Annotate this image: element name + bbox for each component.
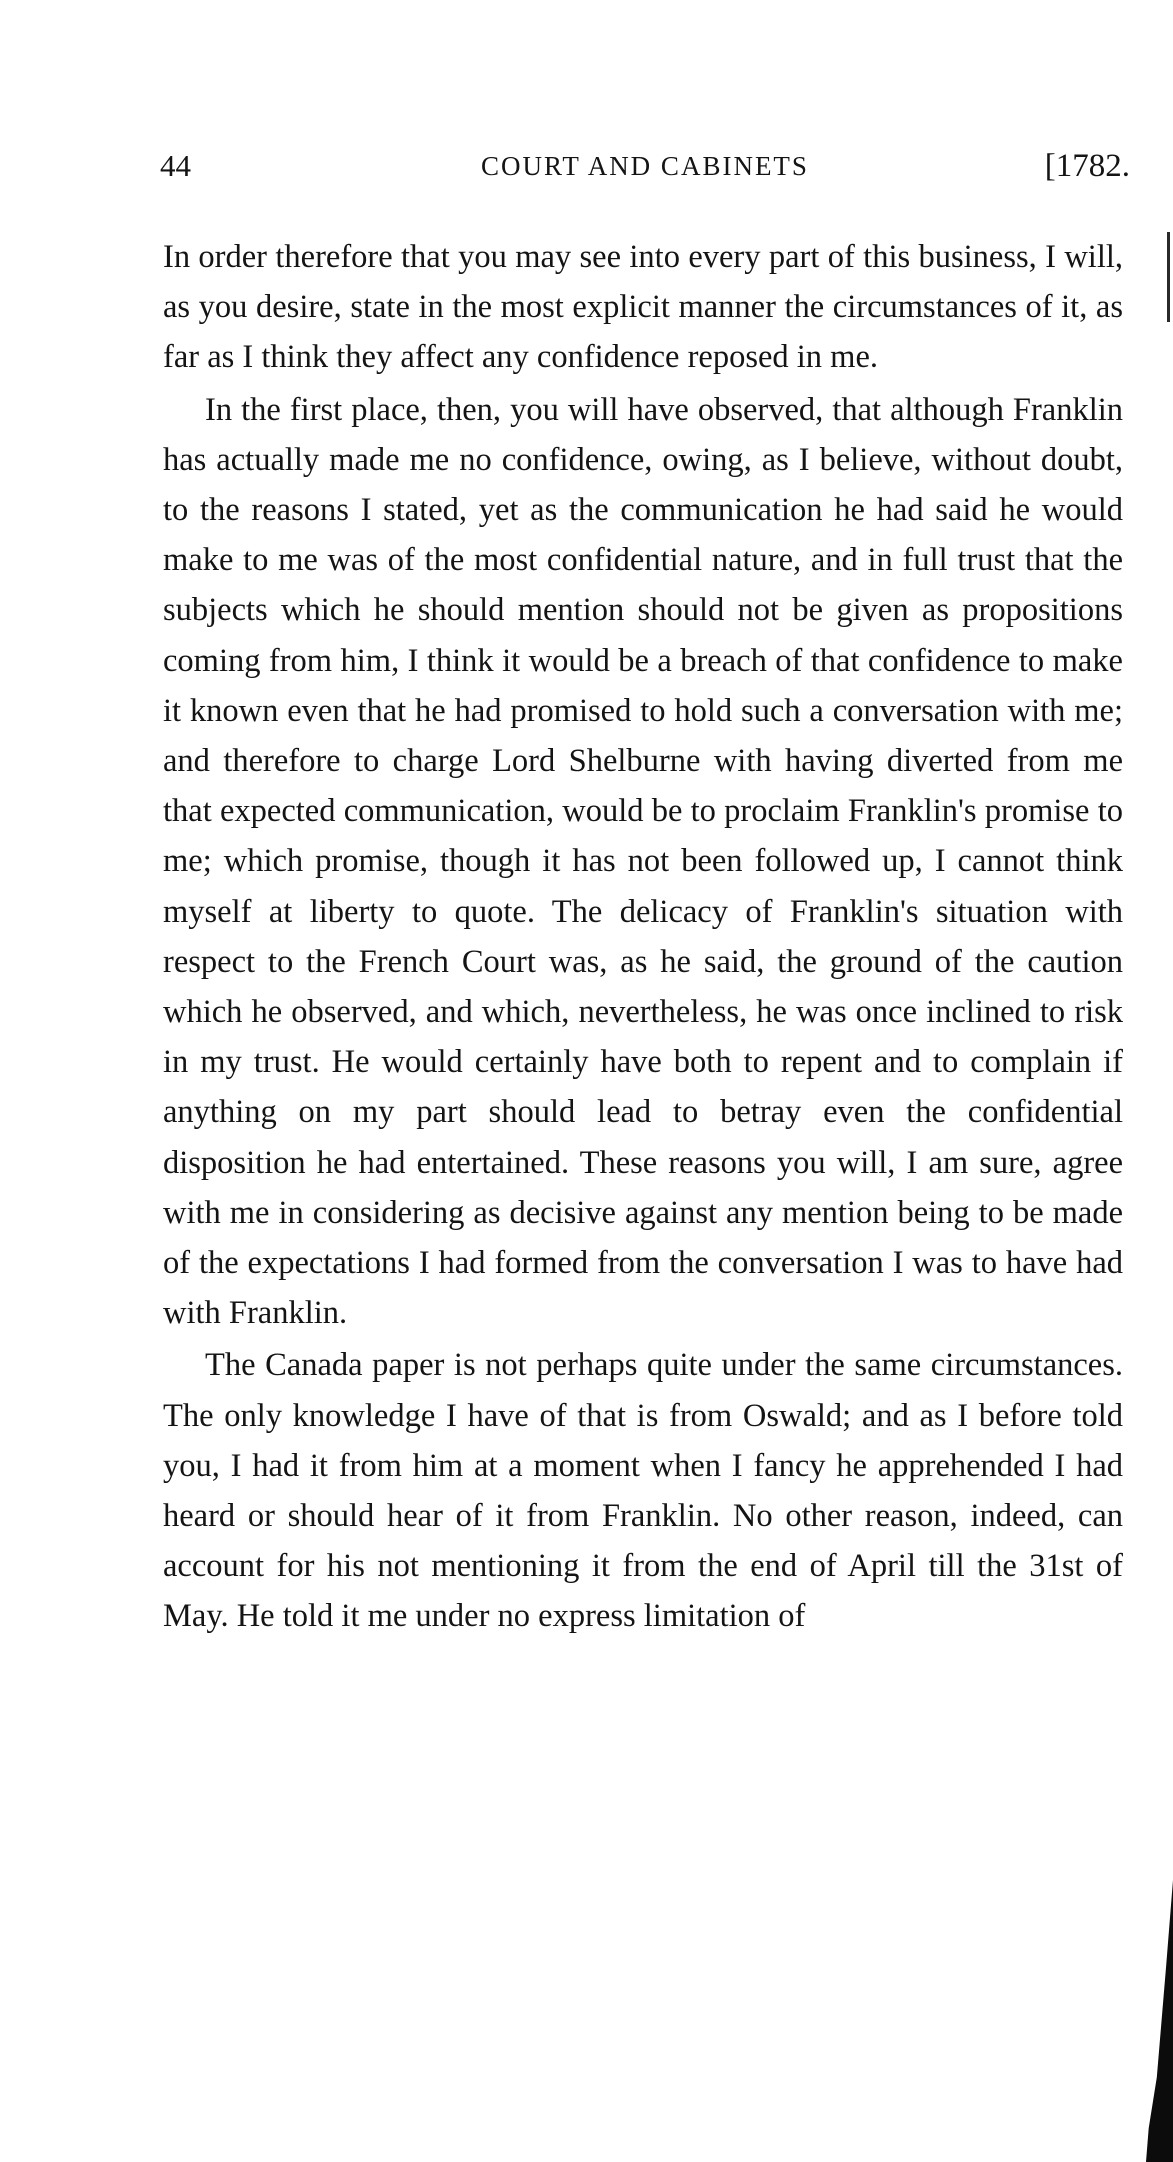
- body-text: [163, 232, 1123, 1642]
- scan-edge-mark-top: [1167, 232, 1170, 322]
- paragraph-1: In order therefore that you may see into every part of this business, I will, as you desire, state in the most explicit manner the circumstances of it, as far as I think they affect any confidence reposed in me.: [163, 239, 1123, 376]
- paragraph-2: In the first place, then, you will have observed, that although Franklin has actually made me no confidence, owing, as I believe, without doubt, to the reasons I stated, yet as the communication he had said he would make to me was of the most confidential nature, and in full trust that the subjects which he should mention should not be given as propositions coming from him, I think it would be a breach of that confidence to make it known even that he had promised to hold such a conversation with me; and therefore to charge Lord Shelburne with having diverted from me that expected communication, would be to proclaim Franklin's promise to me; which promise, though it has not been followed up, I cannot think myself at liberty to quote. The delicacy of Franklin's situation with respect to the French Court was, as he said, the ground of the caution which he observed, and which, nevertheless, he was once inclined to risk in my trust. He would certainly have both to repent and to complain if anything on my part should lead to betray even the confidential disposition he had entertained. These reasons you will, I am sure, agree with me in considering as decisive against any mention being to be made of the expectations I had formed from the conversation I was to have had with Franklin.: [163, 391, 1123, 1332]
- running-year: [1782.: [1044, 148, 1130, 184]
- paragraph-3: The Canada paper is not perhaps quite under the same circumstances. The only knowledge I have of that is from Oswald; and as I before told you, I had it from him at a moment when I fancy he apprehended I had heard or should hear of it from Franklin. No other reason, indeed, can account for his not mentioning it from the end of April till the 31st of May. He told it me under no express limitation of: [163, 1347, 1123, 1635]
- running-head: [160, 148, 1130, 192]
- scan-edge-shadow: [1146, 1880, 1173, 2162]
- page-number: 44: [160, 148, 191, 183]
- running-title: COURT AND CABINETS: [481, 151, 809, 181]
